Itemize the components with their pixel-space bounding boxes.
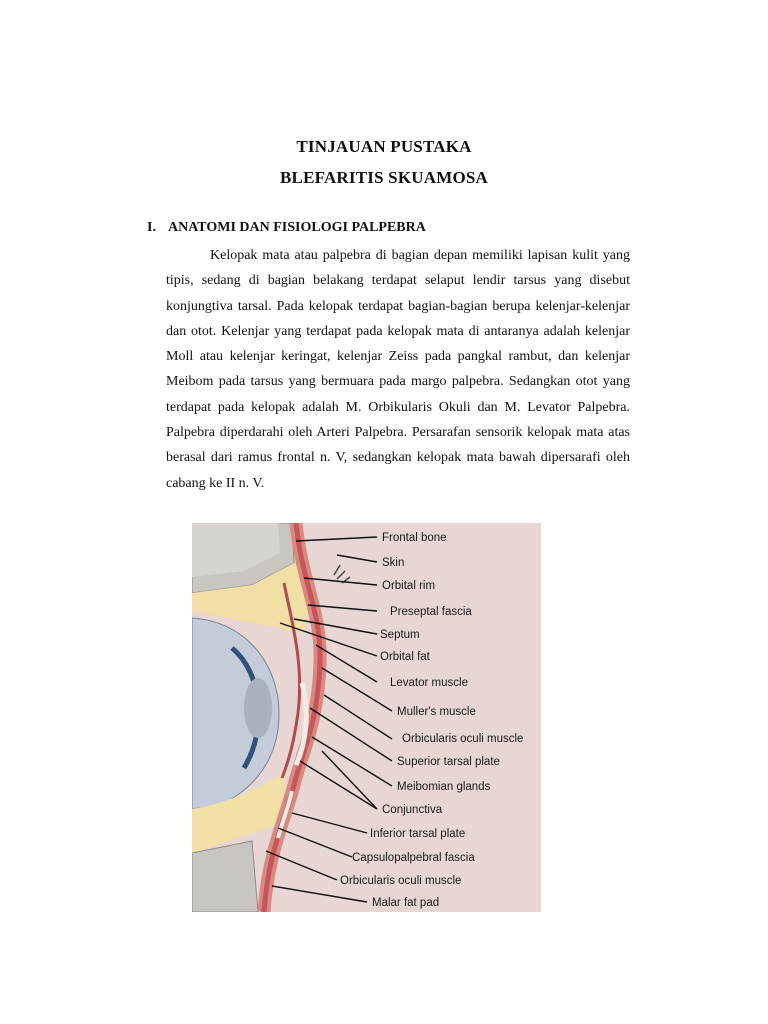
- label-meibomian-glands: Meibomian glands: [397, 781, 491, 793]
- label-malar-fat-pad: Malar fat pad: [372, 897, 440, 909]
- section-heading-text: ANATOMI DAN FISIOLOGI PALPEBRA: [168, 220, 426, 235]
- label-orbicularis-oculi-lower: Orbicularis oculi muscle: [340, 875, 462, 887]
- label-inferior-tarsal-plate: Inferior tarsal plate: [370, 828, 466, 840]
- section-heading: [147, 220, 426, 236]
- document-title: TINJAUAN PUSTAKA: [296, 137, 472, 156]
- label-superior-tarsal-plate: Superior tarsal plate: [397, 756, 500, 768]
- eyelid-anatomy-figure: [192, 523, 541, 912]
- label-orbital-fat: Orbital fat: [380, 651, 430, 663]
- section-number: I.: [147, 220, 156, 235]
- label-orbital-rim: Orbital rim: [382, 580, 436, 592]
- label-capsulopalpebral-fascia: Capsulopalpebral fascia: [352, 852, 475, 864]
- section-paragraph: Kelopak mata atau palpebra di bagian depan memiliki lapisan kulit yang tipis, sedang di bagian belakang terdapat selaput lendir tarsus yang disebut konjungtiva tarsal. Pada kelopak terdapat bagian-bagian berupa kelenjar-kelenjar dan otot. Kelenjar yang terdapat pada kelopak mata di antaranya adalah kelenjar Moll atau kelenjar keringat, kelenjar Zeiss pada pangkal rambut, dan kelenjar Meibom pada tarsus yang bermuara pada margo palpebra. Sedangkan otot yang terdapat pada kelopak adalah M. Orbikularis Okuli dan M. Levator Palpebra. Palpebra diperdarahi oleh Arteri Palpebra. Persarafan sensorik kelopak mata atas berasal dari ramus frontal n. V, sedangkan kelopak mata bawah dipersarafi oleh cabang ke II n. V.: [166, 248, 630, 491]
- label-frontal-bone: Frontal bone: [382, 532, 447, 544]
- eyelid-anatomy-illustration: [192, 523, 541, 912]
- document-subtitle: BLEFARITIS SKUAMOSA: [280, 168, 488, 187]
- label-skin: Skin: [382, 557, 405, 569]
- label-levator-muscle: Levator muscle: [390, 677, 468, 689]
- label-conjunctiva: Conjunctiva: [382, 804, 443, 816]
- label-septum: Septum: [380, 629, 420, 641]
- label-mullers-muscle: Muller's muscle: [397, 706, 476, 718]
- label-preseptal-fascia: Preseptal fascia: [390, 606, 472, 618]
- label-orbicularis-oculi-upper: Orbicularis oculi muscle: [402, 733, 524, 745]
